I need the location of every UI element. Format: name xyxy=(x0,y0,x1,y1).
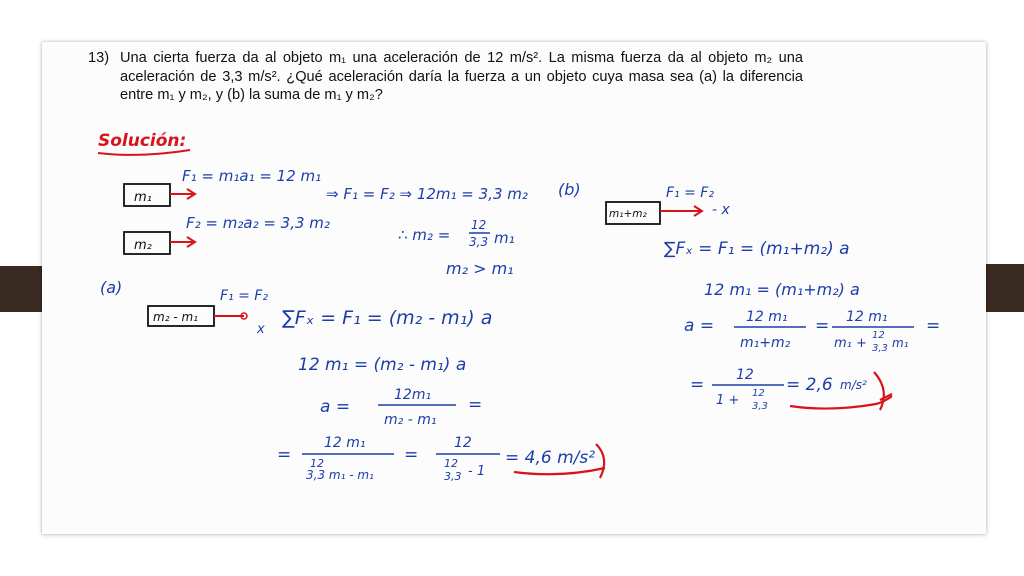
solution-heading: Solución: xyxy=(98,131,187,151)
axis-b: - x xyxy=(712,202,730,218)
problem-text: Una cierta fuerza da al objeto m₁ una aceleración de 12 m/s². La misma fuerza da al objeto m₂ una aceleración de 3,3 m/s². ¿Qué aceleración daría la fuerza a un objeto cuya masa sea (a) la diferencia entre m₁ y m₂, y (b) la suma de m₁ y m₂? xyxy=(120,50,803,103)
eq-sign-a: = xyxy=(468,395,483,415)
l4-num-a: 12 m₁ xyxy=(324,435,366,451)
b-den2-frac-num: 12 xyxy=(872,330,885,341)
l4-eq-a: = xyxy=(277,445,292,465)
b-den2: m₁ + xyxy=(834,336,867,351)
axis-a: x xyxy=(257,322,265,337)
eq-m1: F₁ = m₁a₁ = 12 m₁ xyxy=(182,167,322,185)
a-num-a: 12m₁ xyxy=(394,387,432,403)
a-den-a: m₂ - m₁ xyxy=(384,412,437,428)
l4-eq-b: = xyxy=(690,375,705,395)
problem-number: 13) xyxy=(88,50,110,66)
l4-den2-a: - 1 xyxy=(468,464,486,479)
box-b-label: m₁+m₂ xyxy=(609,208,647,220)
m2-num: 12 xyxy=(471,218,487,232)
result-b: = 2,6 xyxy=(786,375,833,395)
a-den-b: m₁+m₂ xyxy=(740,335,791,351)
force-b: F₁ = F₂ xyxy=(666,185,714,201)
m2-suffix: m₁ xyxy=(494,229,515,247)
sum-b: ∑Fₓ = F₁ = (m₁+m₂) a xyxy=(664,239,850,259)
eq-m2: F₂ = m₂a₂ = 3,3 m₂ xyxy=(186,214,330,232)
m2-prefix: ∴ m₂ = xyxy=(398,226,451,244)
b-den2-suffix: m₁ xyxy=(892,336,909,350)
line2-a: 12 m₁ = (m₂ - m₁) a xyxy=(298,355,467,375)
result-a: = 4,6 m/s² xyxy=(505,448,596,468)
compare-line: m₂ > m₁ xyxy=(446,259,514,278)
b-num2: 12 m₁ xyxy=(846,309,888,325)
box-m1-label: m₁ xyxy=(134,190,152,205)
a-prefix-a: a = xyxy=(320,397,351,417)
a-prefix-b: a = xyxy=(684,316,715,336)
l4-eq2-a: = xyxy=(404,445,419,465)
l4-den-frac-num-b: 12 xyxy=(752,388,765,399)
l4-den-frac-den-b: 3,3 xyxy=(752,401,768,412)
unit-b: m/s² xyxy=(840,378,867,392)
force-a: F₁ = F₂ xyxy=(220,288,268,304)
eq-b: = xyxy=(815,316,830,336)
b-den2-frac-den: 3,3 xyxy=(872,343,888,354)
l4-den2-frac-num-a: 12 xyxy=(444,457,458,470)
part-a-label: (a) xyxy=(100,278,123,297)
sum-a: ∑Fₓ = F₁ = (m₂ - m₁) a xyxy=(282,307,493,329)
l4-num2-a: 12 xyxy=(454,435,472,451)
l4-den-frac-num-a: 12 xyxy=(310,457,324,470)
result-underline-a xyxy=(514,468,605,474)
m2-den: 3,3 xyxy=(469,235,489,249)
l4-den2-frac-den-a: 3,3 xyxy=(444,470,462,483)
line2-b: 12 m₁ = (m₁+m₂) a xyxy=(704,280,860,299)
l4-den-b: 1 + xyxy=(716,393,740,408)
eq2-b: = xyxy=(926,316,941,336)
l4-den-a: 3,3 m₁ - m₁ xyxy=(306,468,374,482)
implies-line: ⇒ F₁ = F₂ ⇒ 12m₁ = 3,3 m₂ xyxy=(326,185,528,203)
part-b-label: (b) xyxy=(558,180,581,199)
result-bracket-a xyxy=(596,444,604,478)
a-num-b: 12 m₁ xyxy=(746,309,788,325)
result-underline-b xyxy=(790,396,892,409)
l4-num-b: 12 xyxy=(736,367,754,383)
box-a-label: m₂ - m₁ xyxy=(153,310,198,324)
box-m2-label: m₂ xyxy=(134,238,152,253)
